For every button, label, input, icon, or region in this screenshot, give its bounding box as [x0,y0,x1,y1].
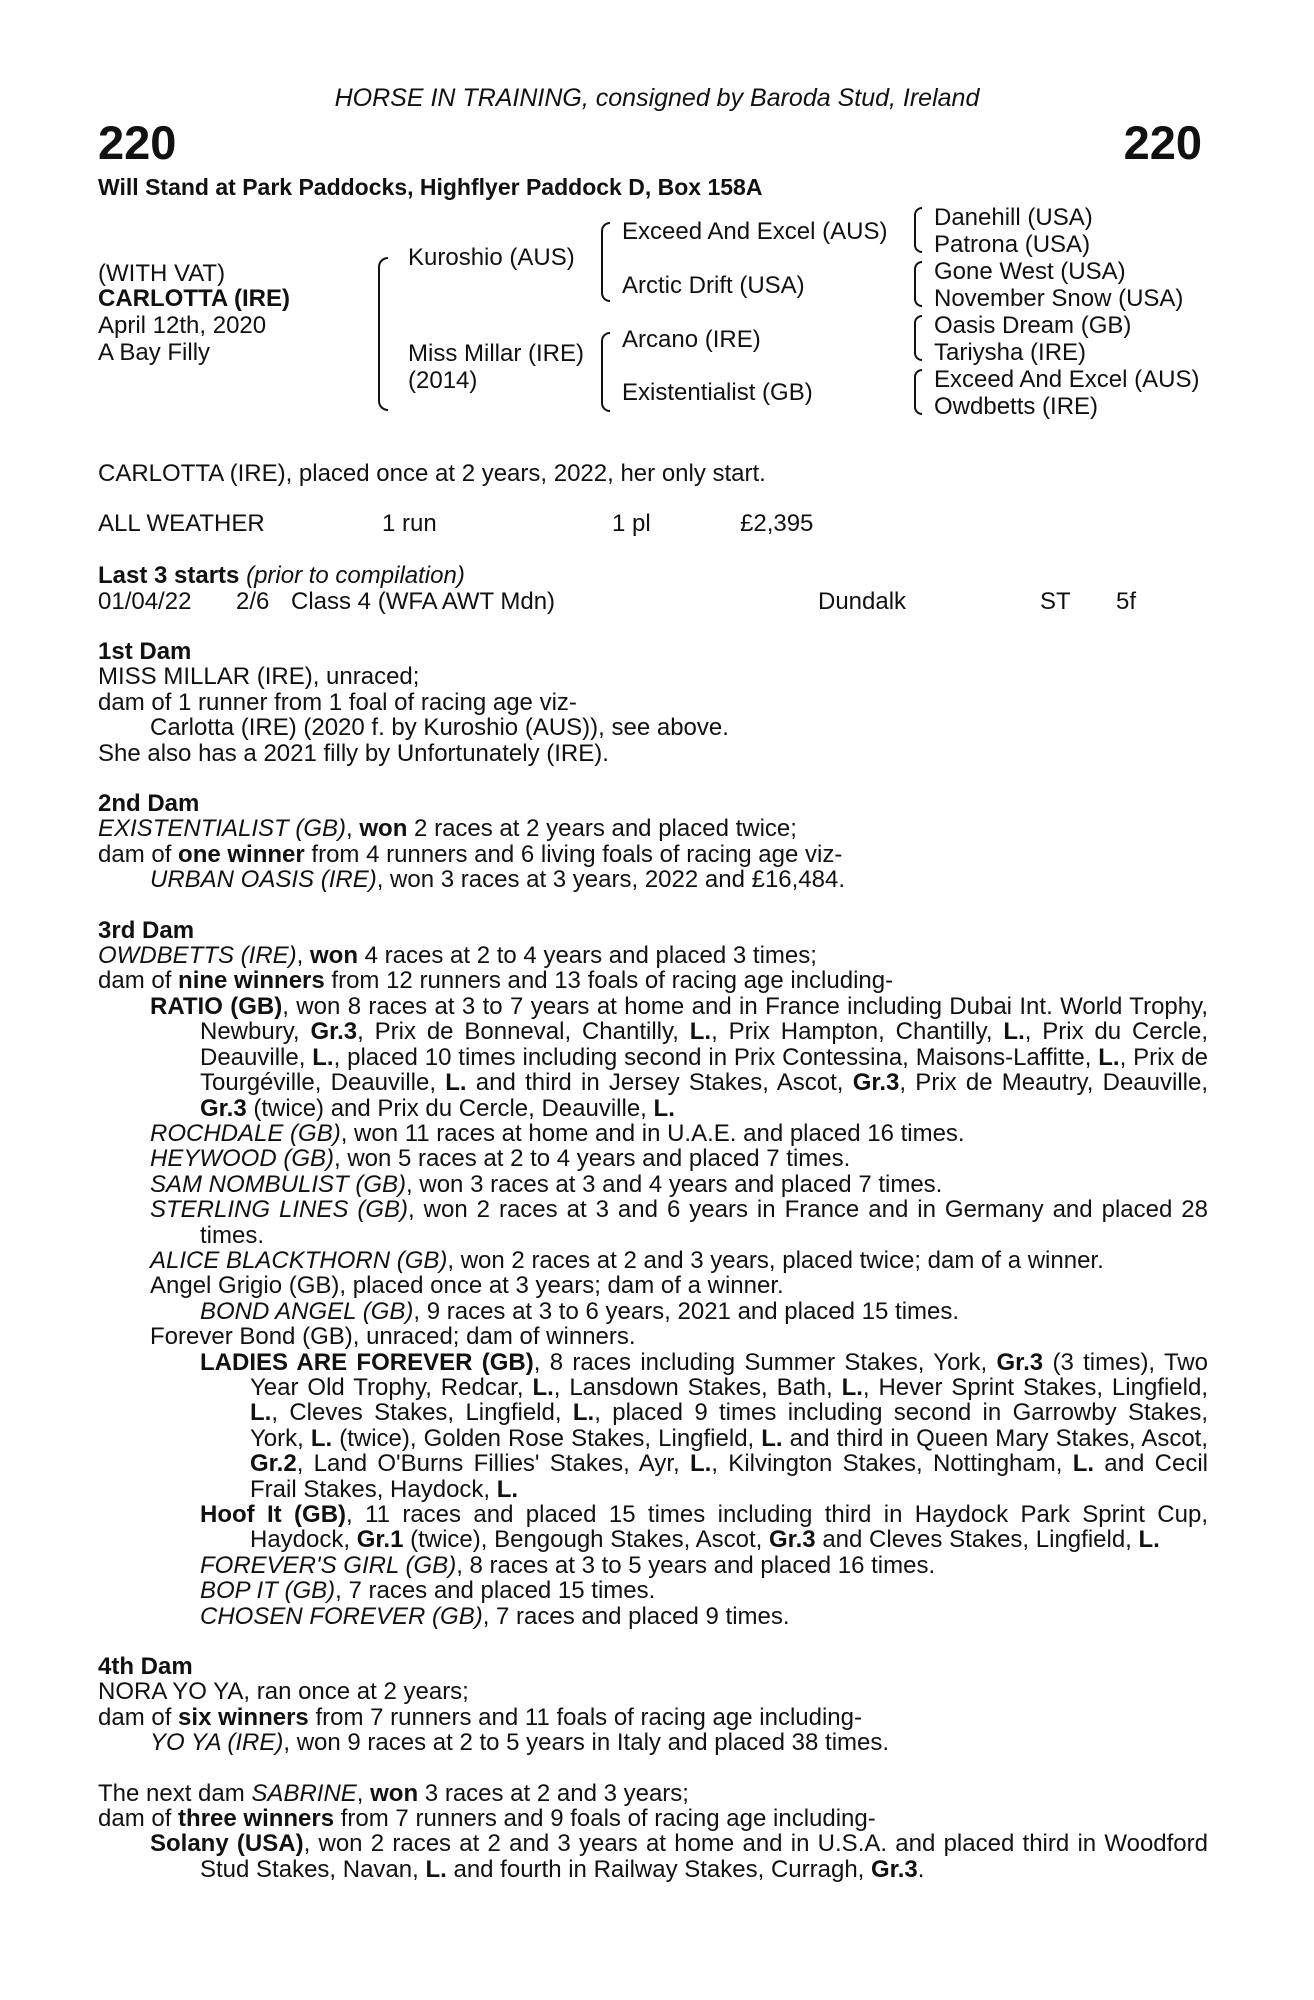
lot-number-right: 220 [1123,116,1202,169]
pedigree-sdd: November Snow (USA) [934,285,1184,312]
dam2-heading: 2nd Dam [98,790,200,818]
owdbetts-name: OWDBETTS (IRE) [98,942,297,970]
dam2-l2-pre: dam of [98,840,179,868]
lot-number-left: 220 [98,116,177,169]
ladies-t1: , 8 races including Summer Stakes, York, [533,1348,997,1376]
bond-rest: , 9 races at 3 to 6 years, 2021 and placed 15 times. [413,1297,960,1325]
dam3-heading: 3rd Dam [98,916,195,944]
next-dam-sep: , [356,1779,371,1807]
urban-oasis-rest: , won 3 races at 3 years, 2022 and £16,484. [376,866,846,894]
hoof-t3: and Cleves Stakes, Lingfield, [815,1526,1139,1554]
ladies-t9: , Land O'Burns Fillies' Stakes, Ayr, [296,1450,691,1478]
bond-name: BOND ANGEL (GB) [200,1297,414,1325]
ladies-l1: L. [532,1373,554,1401]
ladies-name: LADIES ARE FOREVER (GB) [200,1348,534,1376]
alice-entry [98,1248,1208,1273]
brace-dam [601,332,610,412]
ratio-t3: , Prix Hampton, Chantilly, [711,1018,1004,1046]
ladies-t8: and third in Queen Mary Stakes, Ascot, [782,1424,1209,1452]
pedigree-dam-year: (2014) [408,367,478,394]
ladies-t4: , Hever Sprint Stakes, Lingfield, [862,1373,1209,1401]
record-earnings: £2,395 [740,510,814,537]
pedigree-sd: Arctic Drift (USA) [622,272,805,299]
ladies-g2: Gr.2 [250,1450,297,1478]
next-dam-pre: The next dam [98,1779,252,1807]
dam2-line3 [98,867,1208,892]
family-sections [98,639,1208,1882]
pedigree-ds: Arcano (IRE) [622,326,761,353]
ratio-t6: , Prix de Tourgéville, Deauville, [200,1043,1208,1097]
start-going: ST [1040,588,1071,615]
start-distance: 5f [1116,588,1137,615]
pedigree-dd: Existentialist (GB) [622,379,813,406]
dam3-l2-bold: nine winners [178,967,325,995]
start-position: 2/6 [236,588,270,615]
solany-t3: . [917,1855,925,1883]
ladies-l9: L. [496,1475,519,1503]
dam2-l2-rest: from 4 runners and 6 living foals of racing age viz- [304,840,843,868]
pedigree-sss: Danehill (USA) [934,204,1093,231]
hoof-t2: (twice), Bengough Stakes, Ascot, [403,1526,769,1554]
pedigree-dss: Oasis Dream (GB) [934,312,1132,339]
vat-label: (WITH VAT) [98,260,226,287]
record-placed: 1 pl [612,510,651,537]
solany-l1: L. [425,1855,447,1883]
brace-sire [601,222,610,302]
dam3-l2-pre: dam of [98,967,179,995]
next-dam-l2-rest: from 7 runners and 9 foals of racing age including- [334,1805,876,1833]
ratio-l6: L. [653,1094,675,1122]
ratio-l4: L. [1098,1043,1120,1071]
sterling-name: STERLING LINES (GB) [150,1196,408,1224]
dam3-won: won [310,942,358,970]
next-dam-won: won [370,1779,419,1807]
forever-bond-entry: Forever Bond (GB), unraced; dam of winners. [150,1323,636,1351]
ladies-l8: L. [1072,1450,1095,1478]
dam1-line2: dam of 1 runner from 1 foal of racing age viz- [98,688,577,716]
heywood-rest: , won 5 races at 2 to 4 years and placed 7 times. [334,1145,851,1173]
sterling-entry [98,1197,1208,1248]
last-starts-note: (prior to compilation) [246,562,465,589]
yoya-entry [98,1730,1208,1755]
yoya-name: YO YA (IRE) [150,1729,284,1757]
consignment-line: HORSE IN TRAINING, consigned by Baroda Stud, Ireland [334,84,980,112]
heywood-entry [98,1146,1208,1171]
hoof-name: Hoof It (GB) [200,1501,347,1528]
ladies-t11: and Cecil Frail Stakes, Haydock, [250,1450,1208,1503]
fgirl-entry [98,1553,1208,1578]
dam4-l2-pre: dam of [98,1703,179,1731]
dam2-won: won [359,815,408,843]
solany-g1: Gr.3 [871,1855,918,1883]
ladies-l7: L. [690,1450,712,1478]
last-starts-heading [98,562,465,590]
brace-ds [914,315,922,361]
heywood-name: HEYWOOD (GB) [150,1145,334,1173]
sabrine-name: SABRINE [251,1779,357,1807]
dam3-sep: , [296,942,310,970]
horse-dob: April 12th, 2020 [98,312,267,339]
sterling-rest: , won 2 races at 3 and 6 years in France and in Germany and placed 28 times. [200,1196,1208,1249]
race-summary: CARLOTTA (IRE), placed once at 2 years, 2022, her only start. [98,460,766,487]
solany-name: Solany (USA) [150,1830,304,1858]
ratio-t7: and third in Jersey Stakes, Ascot, [466,1069,853,1097]
ratio-l5: L. [445,1069,467,1097]
solany-entry [98,1831,1208,1882]
horse-description: A Bay Filly [98,339,211,366]
dam4-line2 [98,1705,1208,1730]
urban-oasis-name: URBAN OASIS (IRE) [150,866,377,894]
ladies-t6: , placed 9 times including second in Garrowby Stakes, York, [250,1399,1209,1452]
rochdale-name: ROCHDALE (GB) [150,1119,341,1147]
ratio-t4: , Prix du Cercle, Deauville, [200,1018,1208,1071]
dam1-heading: 1st Dam [98,638,192,665]
dam1-line4: She also has a 2021 filly by Unfortunately (IRE). [98,739,609,767]
dam3-line2 [98,968,1208,993]
sam-entry [98,1172,1208,1197]
fgirl-name: FOREVER'S GIRL (GB) [200,1551,457,1579]
chosen-entry [98,1604,1208,1629]
ladies-t2: (3 times), Two Year Old Trophy, Redcar, [250,1348,1208,1401]
dam2-l1-rest: 2 races at 2 years and placed twice; [407,815,797,843]
bop-name: BOP IT (GB) [200,1577,336,1605]
ladies-entry [98,1350,1208,1502]
ratio-g1: Gr.3 [310,1018,358,1046]
ratio-t8: , Prix de Meautry, Deauville, [899,1069,1208,1097]
ratio-l1: L. [689,1018,712,1046]
dam2-line1 [98,816,1208,841]
dam4-l2-bold: six winners [178,1703,309,1731]
pedigree-ddd: Owdbetts (IRE) [934,393,1099,420]
start-date: 01/04/22 [98,588,192,615]
ratio-g3: Gr.3 [200,1094,247,1122]
record-runs: 1 run [382,510,437,537]
ladies-t10: , Kilvington Stakes, Nottingham, [711,1450,1073,1478]
pedigree-dam: Miss Millar (IRE) [408,340,584,367]
ladies-l5: L. [310,1424,333,1452]
solany-t2: and fourth in Railway Stakes, Curragh, [446,1855,872,1883]
dam2-name: EXISTENTIALIST (GB) [98,815,347,843]
brace-dd [914,369,922,415]
stand-location: Will Stand at Park Paddocks, Highflyer Paddock D, Box 158A [98,174,763,200]
pedigree-dsd: Tariysha (IRE) [934,339,1087,366]
pedigree-dds: Exceed And Excel (AUS) [934,366,1200,393]
fgirl-rest: , 8 races at 3 to 5 years and placed 16 times. [456,1551,936,1579]
ratio-entry [98,994,1208,1121]
ratio-t9: (twice) and Prix du Cercle, Deauville, [246,1094,654,1122]
hoof-g1: Gr.1 [356,1526,404,1554]
yoya-rest: , won 9 races at 2 to 5 years in Italy and placed 38 times. [283,1729,890,1757]
dam2-sep: , [346,815,360,843]
ladies-t3: , Lansdown Stakes, Bath, [553,1373,842,1401]
ratio-l3: L. [312,1043,334,1071]
dam1-line1: MISS MILLAR (IRE), unraced; [98,663,420,691]
next-dam-line2 [98,1806,1208,1831]
ladies-l6: L. [761,1424,783,1452]
dam4-line1: NORA YO YA, ran once at 2 years; [98,1678,469,1706]
brace-main [378,257,388,411]
ladies-l2: L. [841,1373,863,1401]
next-dam-rest: 3 races at 2 and 3 years; [418,1779,689,1807]
ratio-name: RATIO (GB) [150,992,283,1020]
last-starts-title: Last 3 starts [98,562,240,589]
ladies-t5: , Cleves Stakes, Lingfield, [271,1399,573,1427]
sam-name: SAM NOMBULIST (GB) [150,1170,407,1198]
alice-name: ALICE BLACKTHORN (GB) [150,1246,448,1274]
ladies-t7: (twice), Golden Rose Stakes, Lingfield, [332,1424,762,1452]
ratio-t2: , Prix de Bonneval, Chantilly, [357,1018,690,1046]
dam3-l2-rest: from 12 runners and 13 foals of racing age including- [324,967,894,995]
chosen-name: CHOSEN FOREVER (GB) [200,1602,483,1630]
bop-entry [98,1578,1208,1603]
bop-rest: , 7 races and placed 15 times. [335,1577,656,1605]
hoof-g2: Gr.3 [768,1526,816,1554]
start-course: Dundalk [818,588,907,615]
hoof-entry [98,1502,1208,1553]
hoof-t1: , 11 races and placed 15 times including third in Haydock Park Sprint Cup, Haydock, [250,1501,1209,1554]
hoof-l1: L. [1138,1526,1160,1554]
dam4-heading: 4th Dam [98,1653,193,1681]
next-dam-line1 [98,1781,1208,1806]
dam4-l2-rest: from 7 runners and 11 foals of racing age including- [308,1703,862,1731]
brace-sd [914,261,922,307]
dam1-line3: Carlotta (IRE) (2020 f. by Kuroshio (AUS)), see above. [150,714,729,742]
next-dam-l2-bold: three winners [178,1805,335,1833]
dam3-line1 [98,943,1208,968]
record-surface: ALL WEATHER [98,510,265,537]
pedigree-ssd: Patrona (USA) [934,231,1091,258]
brace-ss [914,207,922,253]
pedigree-ss: Exceed And Excel (AUS) [622,218,888,245]
solany-t1: , won 2 races at 2 and 3 years at home and in U.S.A. and placed third in Woodford Stud Stakes, Navan, [200,1830,1208,1883]
next-dam-l2-pre: dam of [98,1805,179,1833]
ladies-l3: L. [250,1399,272,1427]
dam2-l2-bold: one winner [178,840,305,868]
start-race: Class 4 (WFA AWT Mdn) [291,588,556,615]
pedigree-sds: Gone West (USA) [934,258,1126,285]
sam-rest: , won 3 races at 3 and 4 years and placed 7 times. [406,1170,943,1198]
chosen-rest: , 7 races and placed 9 times. [482,1602,790,1630]
ratio-g2: Gr.3 [852,1069,900,1097]
bond-entry [98,1299,1208,1324]
ratio-t5: , placed 10 times including second in Prix Contessina, Maisons-Laffitte, [333,1043,1099,1071]
angel-entry: Angel Grigio (GB), placed once at 3 years; dam of a winner. [150,1272,784,1300]
dam3-l1-rest: 4 races at 2 to 4 years and placed 3 times; [358,942,817,970]
ladies-g1: Gr.3 [996,1348,1044,1376]
alice-rest: , won 2 races at 2 and 3 years, placed twice; dam of a winner. [447,1246,1104,1274]
ratio-l2: L. [1003,1018,1025,1046]
rochdale-entry [98,1121,1208,1146]
rochdale-rest: , won 11 races at home and in U.A.E. and placed 16 times. [340,1119,965,1147]
pedigree-sire: Kuroshio (AUS) [408,244,575,271]
horse-name: CARLOTTA (IRE) [98,285,290,312]
dam2-line2 [98,842,1208,867]
ratio-t1: , won 8 races at 3 to 7 years at home and in France including Dubai Int. World Trophy, Newbury, [200,992,1208,1046]
ladies-l4: L. [572,1399,595,1427]
